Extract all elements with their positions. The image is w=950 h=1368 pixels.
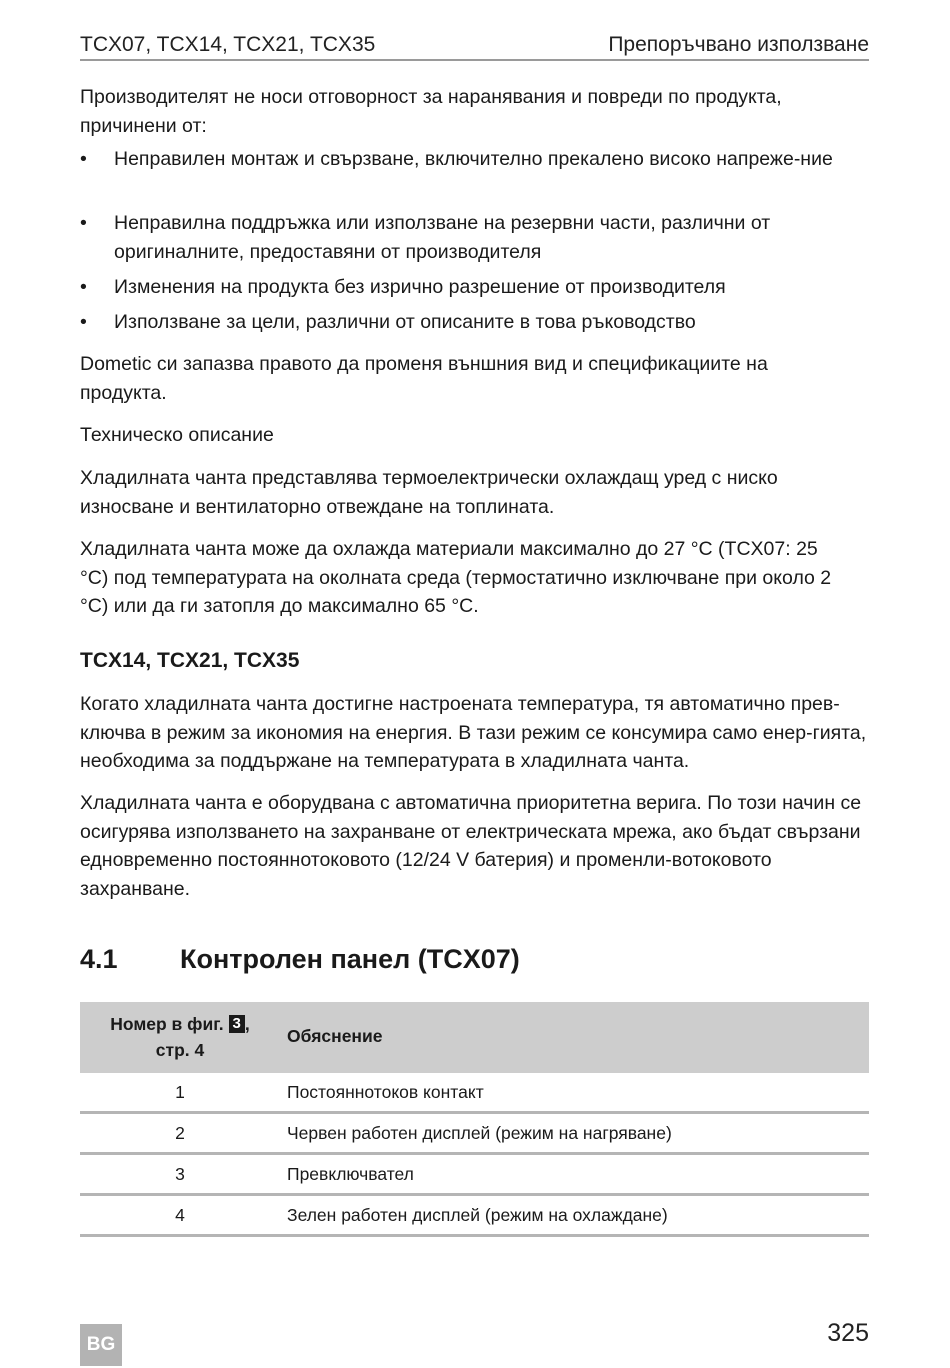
table-row (80, 1155, 869, 1196)
bullet-icon: • (80, 212, 87, 234)
dometic-paragraph: Dometic си запазва правото да променя външния вид и спецификациите на продукта. (80, 353, 768, 404)
language-badge: BG (80, 1324, 122, 1366)
column-header-page-ref: стр. 4 (155, 1040, 205, 1060)
list-item-text: Неправилна поддръжка или използване на резервни части, различни от оригиналните, предоставяни от производителя (114, 212, 771, 263)
figure-reference-badge: 3 (229, 1015, 245, 1033)
header-chapter-title: Препоръчвано използване (608, 33, 869, 56)
row-description: Червен работен дисплей (режим на нагряване) (287, 1123, 672, 1143)
header-product-models: TCX07, TCX14, TCX21, TCX35 (80, 33, 376, 56)
models-subheading: TCX14, TCX21, TCX35 (80, 649, 300, 672)
row-description: Зелен работен дисплей (режим на охлаждане) (287, 1205, 668, 1225)
row-description: Постояннотоков контакт (287, 1082, 484, 1102)
tech-description-heading: Техническо описание (80, 424, 274, 446)
list-item-text: Използване за цели, различни от описаните в това ръководство (114, 311, 696, 333)
list-item-text: Изменения на продукта без изрично разрешение от производителя (114, 276, 726, 298)
page-number: 325 (827, 1319, 869, 1347)
control-panel-table (80, 1002, 869, 1237)
header-divider (80, 59, 869, 61)
bullet-icon: • (80, 148, 87, 170)
table-row (80, 1196, 869, 1237)
table-row (80, 1114, 869, 1155)
section-number: 4.1 (80, 944, 118, 974)
row-number: 2 (175, 1123, 185, 1143)
intro-paragraph: Производителят не носи отговорност за наранявания и повреди по продукта, причинени от: (80, 86, 782, 137)
column-header-explanation: Обяснение (287, 1026, 383, 1046)
column-header-figure-label: Номер в фиг. (110, 1014, 224, 1034)
row-number: 1 (175, 1082, 185, 1102)
column-header-comma: , (244, 1014, 250, 1034)
list-item-text: Неправилен монтаж и свързване, включително прекалено високо напреже-ние (114, 148, 833, 170)
priority-circuit-paragraph: Хладилната чанта е оборудвана с автоматична приоритетна верига. По този начин се осигурява използването на захранване от електрическата мрежа, ако бъдат свързани едновременно постояннотоковото (12/24 V батерия) и променли-вотоковото захранване. (80, 792, 862, 900)
row-description: Превключвател (287, 1164, 414, 1184)
table-row (80, 1073, 869, 1114)
row-number: 4 (175, 1205, 185, 1225)
table-header (80, 1002, 869, 1073)
energy-saving-paragraph: Когато хладилната чанта достигне настроената температура, тя автоматично прев-ключва в режим за икономия на енергия. В тази режим се консумира само енер-гията, необходима за поддържане на температурата в хладилната чанта. (80, 693, 867, 772)
row-number: 3 (175, 1164, 185, 1184)
column-header-figure-number (80, 1011, 280, 1063)
section-title: Контролен панел (TCX07) (180, 944, 520, 974)
tech-paragraph-2: Хладилната чанта може да охлажда материали максимално до 27 °C (TCX07: 25 °C) под температурата на околната среда (термостатично изключване при около 2 °C) или да ги затопля до максимално 65 °C. (80, 538, 832, 617)
tech-paragraph-1: Хладилната чанта представлява термоелектрически охлаждащ уред с ниско износване и вентилаторно отвеждане на топлината. (80, 467, 778, 518)
bullet-icon: • (80, 276, 87, 298)
bullet-icon: • (80, 311, 87, 333)
